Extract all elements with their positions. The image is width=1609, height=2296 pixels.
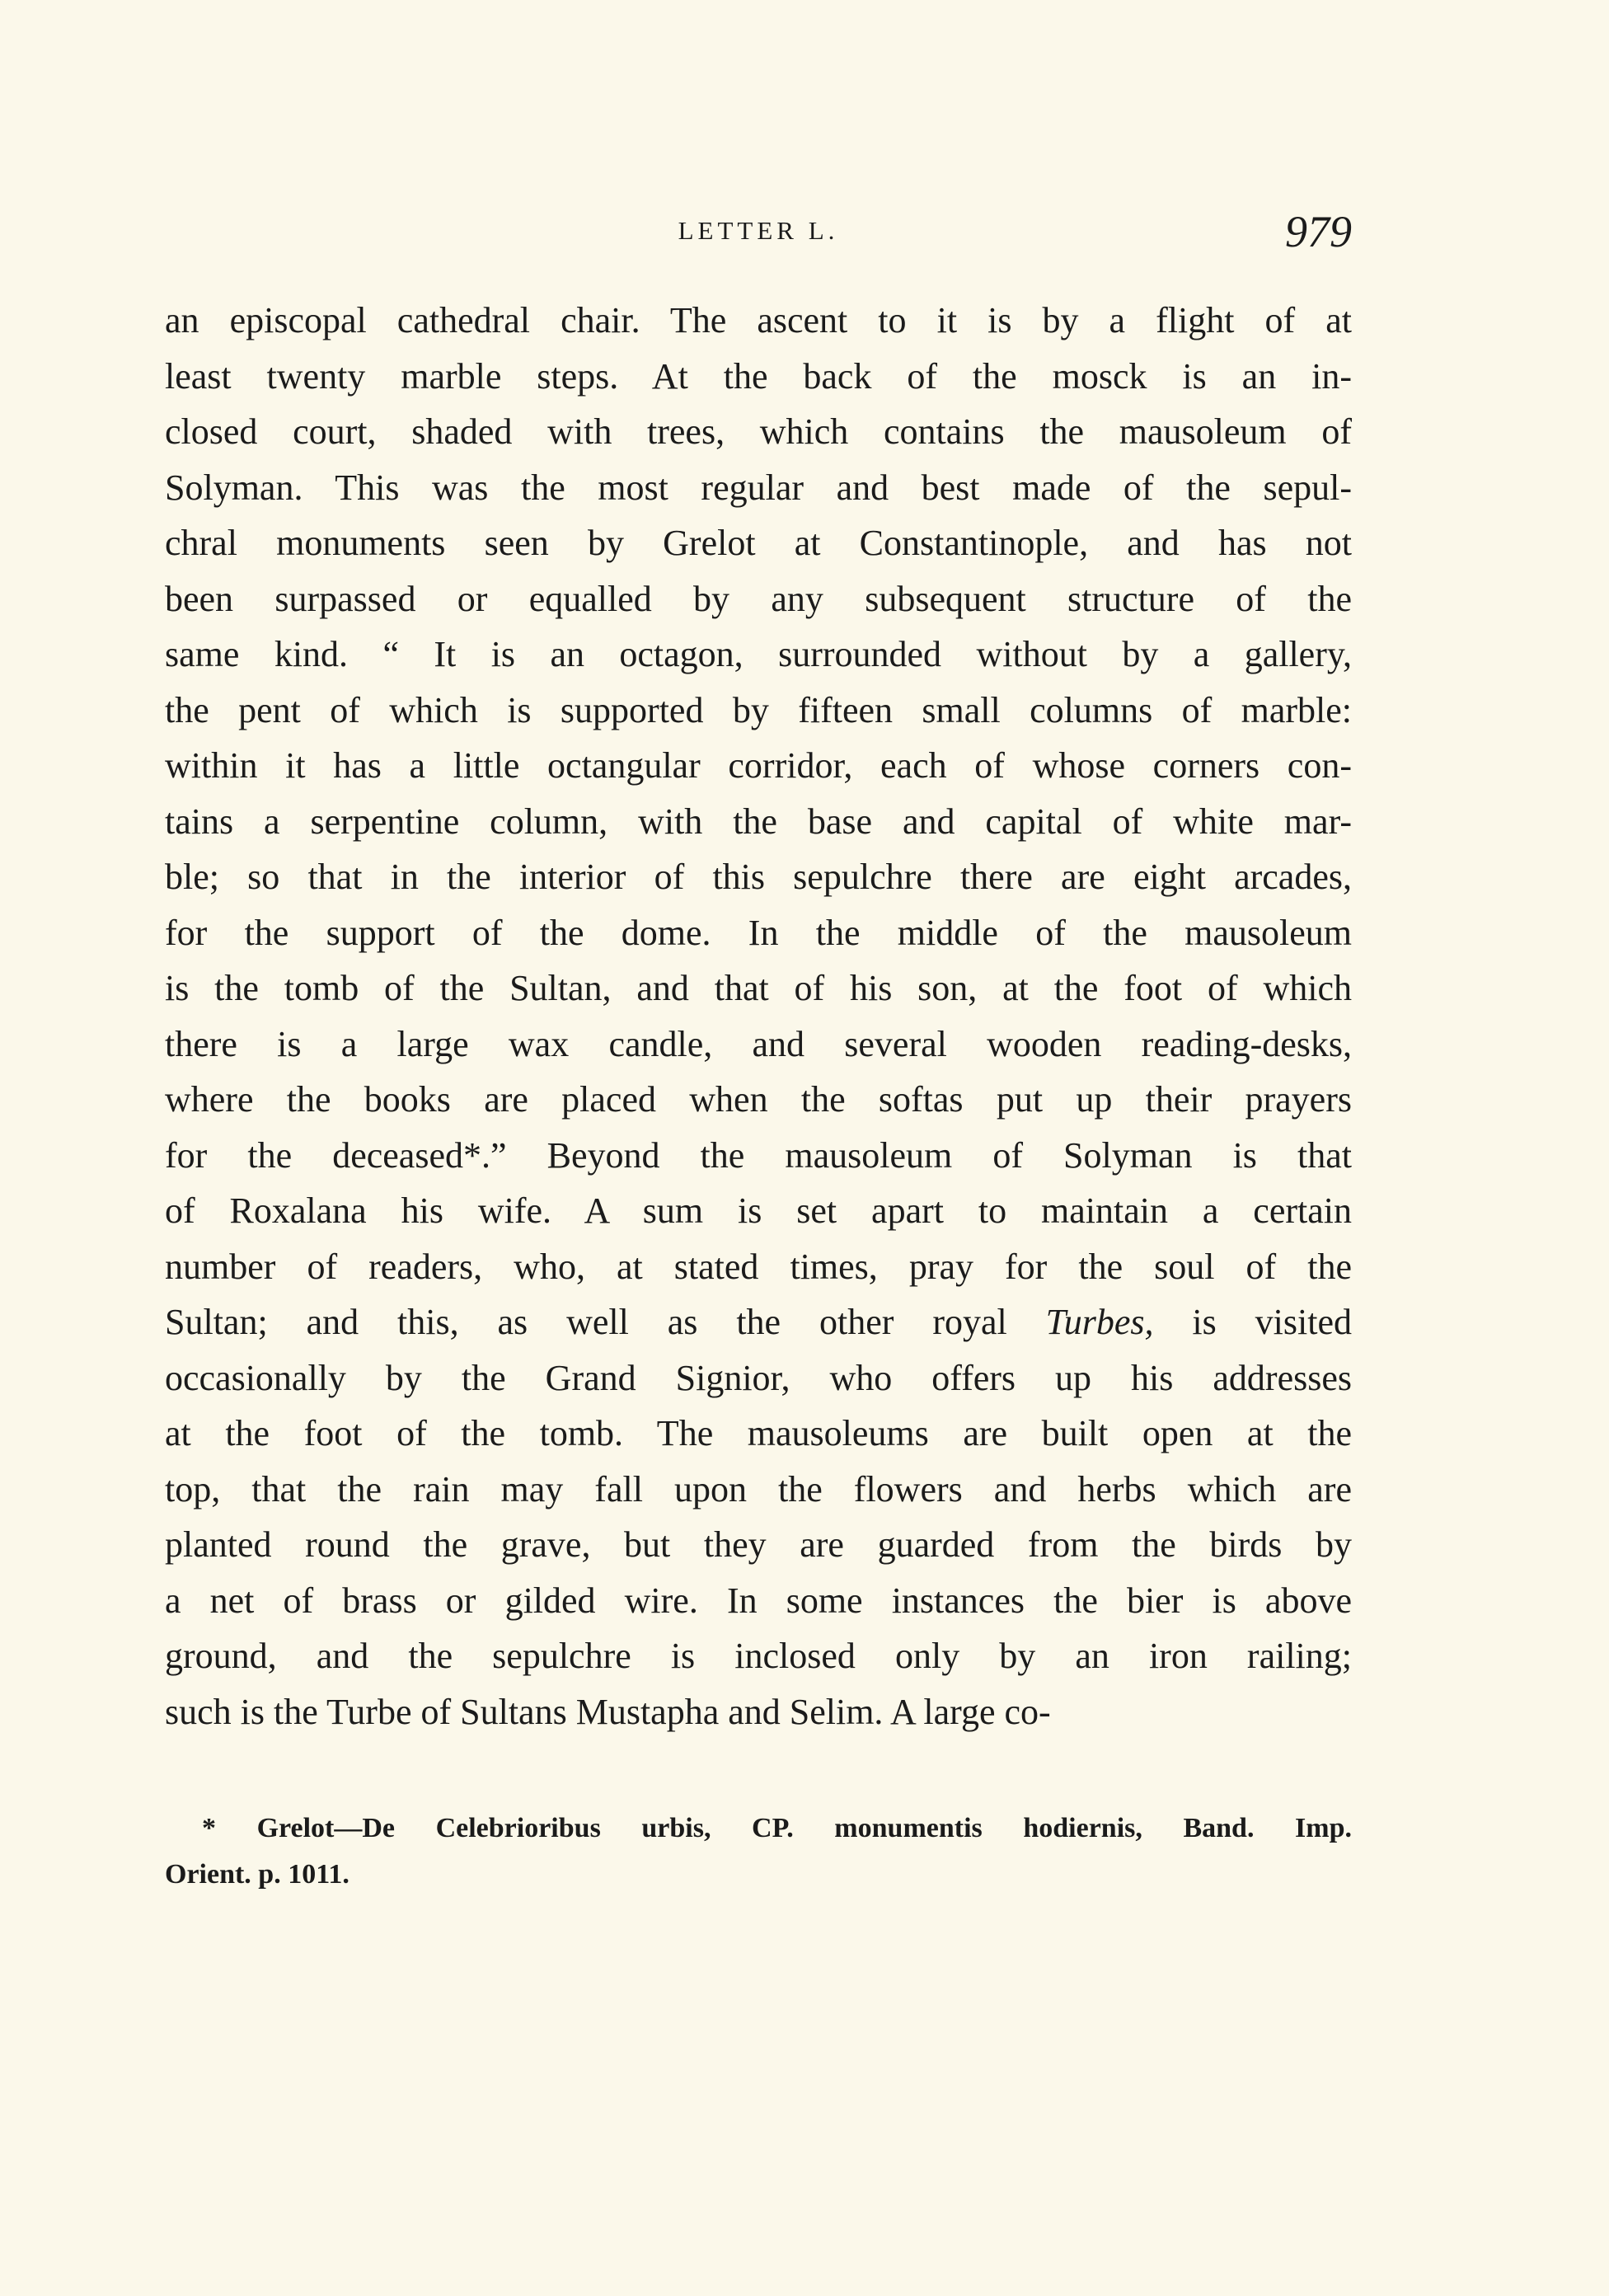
text-line: top, that the rain may fall upon the flowers and herbs which are	[165, 1468, 1352, 1510]
footnote-line: * Grelot—De Celebrioribus urbis, CP. monumentis hodiernis, Band. Imp.	[202, 1813, 1352, 1843]
italic-word-turbes: Turbes,	[1045, 1302, 1154, 1342]
text-line: for the deceased*.” Beyond the mausoleum of Solyman is that	[165, 1134, 1352, 1176]
text-line: been surpassed or equalled by any subsequent structure of the	[165, 578, 1352, 619]
text-line: there is a large wax candle, and several wooden reading-desks,	[165, 1023, 1352, 1064]
text-line: such is the Turbe of Sultans Mustapha and Selim. A large co-	[165, 1691, 1051, 1732]
text-line: of Roxalana his wife. A sum is set apart to maintain a certain	[165, 1190, 1352, 1231]
text-line: tains a serpentine column, with the base and capital of white mar-	[165, 801, 1352, 842]
text-line: within it has a little octangular corridor, each of whose corners con-	[165, 745, 1352, 786]
text-line: ground, and the sepulchre is inclosed only by an iron railing;	[165, 1636, 1352, 1676]
page-number: 979	[1285, 207, 1352, 256]
text-line: a net of brass or gilded wire. In some instances the bier is above	[165, 1580, 1352, 1621]
footnote-line: Orient. p. 1011.	[165, 1859, 349, 1890]
text-line: where the books are placed when the softas put up their prayers	[165, 1079, 1352, 1120]
page-header	[165, 206, 1352, 264]
body-text	[165, 293, 1352, 1740]
text-line: ble; so that in the interior of this sepulchre there are eight arcades,	[165, 857, 1352, 897]
text-line: Solyman. This was the most regular and best made of the sepul-	[165, 467, 1352, 508]
text-line: chral monuments seen by Grelot at Constantinople, and has not	[165, 523, 1352, 563]
text-line: for the support of the dome. In the middle of the mausoleum	[165, 912, 1352, 953]
text-line: is the tomb of the Sultan, and that of his son, at the foot of which	[165, 968, 1352, 1008]
text-line: the pent of which is supported by fifteen small columns of marble:	[165, 689, 1352, 730]
text-segment: is visited	[1192, 1302, 1352, 1342]
text-segment: Sultan; and this, as well as the other royal	[165, 1302, 1007, 1342]
text-line: same kind. “ It is an octagon, surrounded without by a gallery,	[165, 634, 1352, 674]
text-line: occasionally by the Grand Signior, who offers up his addresses	[165, 1357, 1352, 1398]
running-head: LETTER L.	[678, 216, 839, 245]
text-line: at the foot of the tomb. The mausoleums are built open at the	[165, 1413, 1352, 1453]
text-line: closed court, shaded with trees, which contains the mausoleum of	[165, 411, 1352, 452]
text-line: planted round the grave, but they are guarded from the birds by	[165, 1524, 1352, 1565]
text-line-turbes	[165, 1294, 1352, 1350]
text-line: number of readers, who, at stated times, pray for the soul of the	[165, 1246, 1352, 1287]
text-line: least twenty marble steps. At the back of the mosck is an in-	[165, 355, 1352, 397]
footnote	[165, 1805, 1352, 1898]
text-line: an episcopal cathedral chair. The ascent to it is by a flight of at	[165, 300, 1352, 340]
